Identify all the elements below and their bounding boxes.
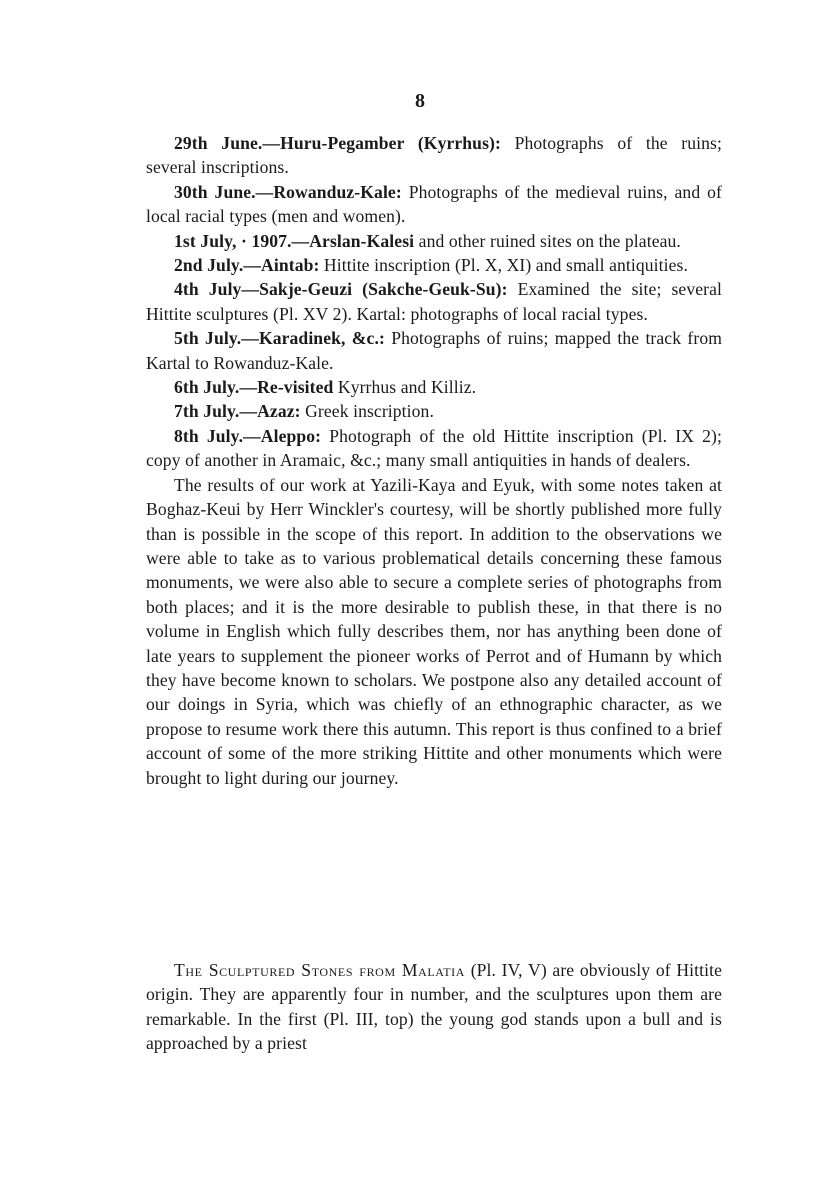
entry-date: 5th July. xyxy=(174,328,242,349)
entry-date: 29th June. xyxy=(174,133,263,153)
entry-place: —Karadinek, &c.: xyxy=(241,328,385,349)
diary-entry xyxy=(146,131,722,180)
entry-place: —Rowanduz-Kale: xyxy=(255,181,402,202)
entry-text: and other ruined sites on the plateau. xyxy=(414,230,681,251)
malatia-section xyxy=(146,958,722,1056)
entry-date: 30th June. xyxy=(174,181,256,202)
diary-entry xyxy=(146,253,722,277)
entry-date: 4th July xyxy=(174,279,242,300)
entry-text: Photographs of the medieval ruins, and of local racial types (men and women). xyxy=(146,181,722,227)
entry-text: Hittite inscription (Pl. X, XI) and small antiquities. xyxy=(319,255,689,276)
entry-place: —Aleppo: xyxy=(243,425,322,446)
entry-date: 6th July. xyxy=(174,377,240,398)
entry-text: Examined the site; several Hittite sculptures (Pl. XV 2). Kartal: photographs of local racial types. xyxy=(146,279,722,324)
diary-entry xyxy=(146,180,722,229)
entry-text: Photographs of ruins; mapped the track from Kartal to Rowanduz-Kale. xyxy=(146,328,723,373)
journey-diary xyxy=(146,131,722,790)
entry-text: Photographs of the ruins; several inscriptions. xyxy=(146,133,722,178)
entry-text: Greek inscription. xyxy=(300,401,434,422)
malatia-paragraph xyxy=(146,958,722,1056)
entry-date: 8th July. xyxy=(174,425,244,446)
diary-entry xyxy=(146,277,722,326)
diary-entry xyxy=(146,399,722,423)
section-heading: The Sculptured Stones from Malatia xyxy=(174,960,466,980)
entry-date: 2nd July. xyxy=(174,255,244,276)
diary-entry xyxy=(146,326,722,375)
page-number: 8 xyxy=(415,90,425,112)
entry-place: —Aintab: xyxy=(243,255,320,276)
diary-entry xyxy=(146,229,722,253)
entry-place: —Arslan-Kalesi xyxy=(291,230,415,251)
entry-text: Photograph of the old Hittite inscription (Pl. IX 2); copy of another in Aramaic, &c.; many small antiquities in hands of dealers. xyxy=(146,425,722,471)
entry-date: 1st July, · 1907. xyxy=(174,230,292,251)
entry-place: —Sakje-Geuzi (Sakche-Geuk-Su): xyxy=(241,279,508,300)
entry-text: Kyrrhus and Killiz. xyxy=(333,377,477,398)
results-paragraph: The results of our work at Yazili-Kaya and Eyuk, with some notes taken at Boghaz-Keui by Herr Winckler's courtesy, will be shortly published more fully than is possible in the scope of this report. In addition to the observations we were able to take as to various problematical details concerning these famous monuments, we were also able to secure a complete series of photographs from both places; and it is the more desirable to publish these, in that there is no volume in English which fully describes them, nor has anything been done of late years to supplement the pioneer works of Perrot and of Humann by which they have become known to scholars. We postpone also any detailed account of our doings in Syria, which was chiefly of an ethnographic character, as we propose to resume work there this autumn. This report is thus confined to a brief account of some of the more striking Hittite and other monuments which were brought to light during our journey. xyxy=(146,474,722,788)
entry-place: —Re-visited xyxy=(239,377,334,398)
entry-date: 7th July. xyxy=(174,401,240,422)
entry-place: —Azaz: xyxy=(239,401,301,422)
diary-entry xyxy=(146,424,722,473)
entry-place: —Huru-Pegamber (Kyrrhus): xyxy=(262,133,501,153)
diary-entry xyxy=(146,375,722,399)
malatia-text: (Pl. IV, V) are obviously of Hittite origin. They are apparently four in number, and the sculptures upon them are remarkable. In the first (Pl. III, top) the young god stands upon a bull and is approached by a priest xyxy=(146,960,722,1054)
